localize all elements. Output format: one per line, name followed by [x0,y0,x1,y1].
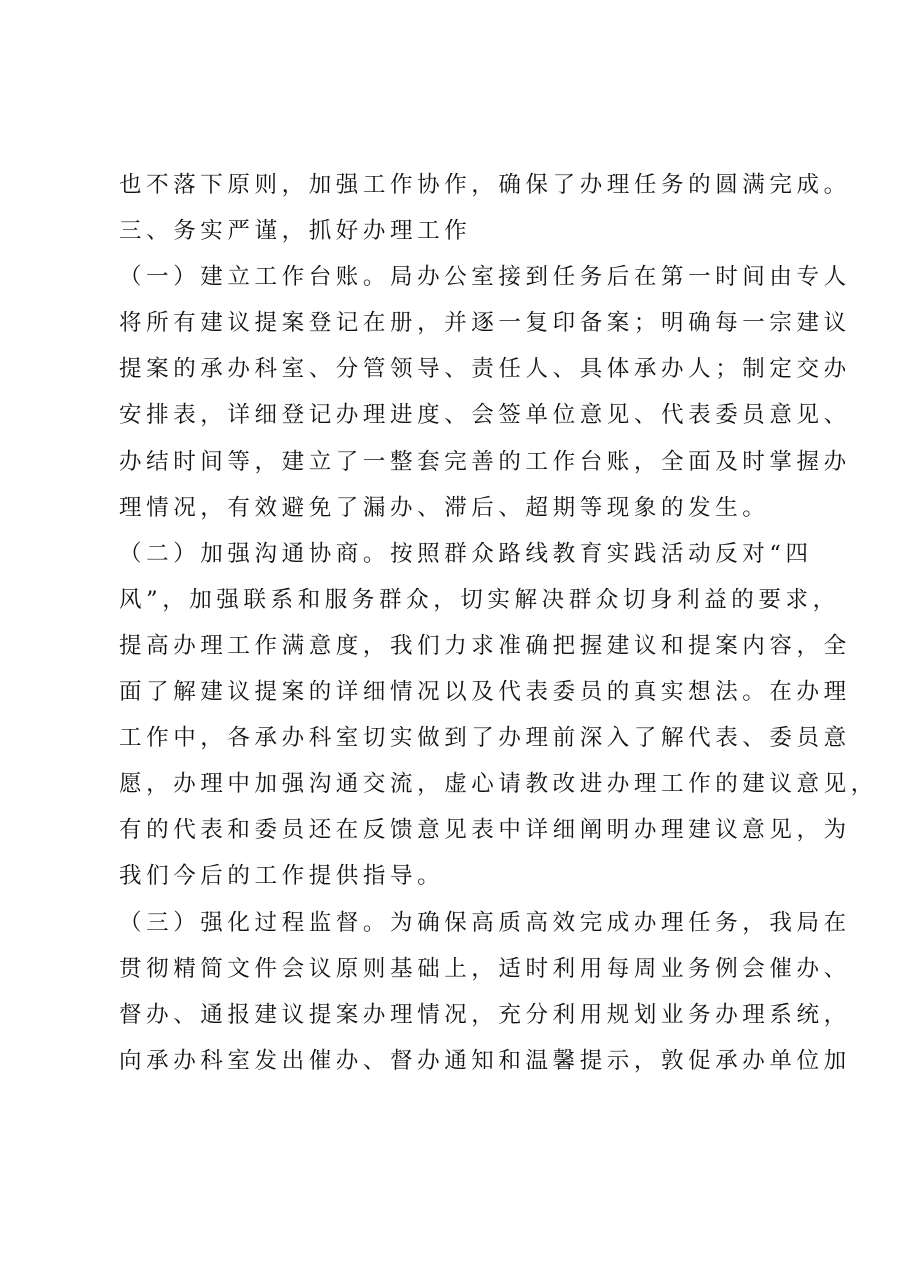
text-line: 贯彻精简文件会议原则基础上，适时利用每周业务例会催办、 [119,955,851,982]
text-line: 风”，加强联系和服务群众，切实解决群众切身利益的要求， [119,586,840,613]
text-line: 督办、通报建议提案办理情况，充分利用规划业务办理系统， [119,1001,851,1028]
text-line: 将所有建议提案登记在册，并逐一复印备案；明确每一宗建议 [119,310,851,337]
section-heading: 三、务实严谨，抓好办理工作 [119,218,472,245]
text-line: 办结时间等，建立了一整套完善的工作台账，全面及时掌握办 [119,448,851,475]
text-line: 向承办科室发出催办、督办通知和温馨提示，敦促承办单位加 [119,1047,851,1074]
text-line: 面了解建议提案的详细情况以及代表委员的真实想法。在办理 [119,679,851,706]
text-line: （二）加强沟通协商。按照群众路线教育实践活动反对“四 [119,540,813,567]
text-line: （三）强化过程监督。为确保高质高效完成办理任务，我局在 [119,909,851,936]
text-line: 理情况，有效避免了漏办、滞后、超期等现象的发生。 [119,494,770,521]
text-line: 也不落下原则，加强工作协作，确保了办理任务的圆满完成。 [119,172,851,198]
body-text [119,162,878,1084]
text-line: （一）建立工作台账。局办公室接到任务后在第一时间由专人 [119,264,851,291]
text-line: 安排表，详细登记办理进度、会签单位意见、代表委员意见、 [119,402,851,429]
text-line: 我们今后的工作提供指导。 [119,863,445,890]
text-line: 工作中，各承办科室切实做到了办理前深入了解代表、委员意 [119,725,851,752]
text-line: 愿，办理中加强沟通交流，虚心请教改进办理工作的建议意见， [119,771,878,798]
text-line: 有的代表和委员还在反馈意见表中详细阐明办理建议意见，为 [119,817,851,844]
text-line: 提案的承办科室、分管领导、责任人、具体承办人；制定交办 [119,356,851,383]
text-line: 提高办理工作满意度，我们力求准确把握建议和提案内容，全 [119,632,851,659]
